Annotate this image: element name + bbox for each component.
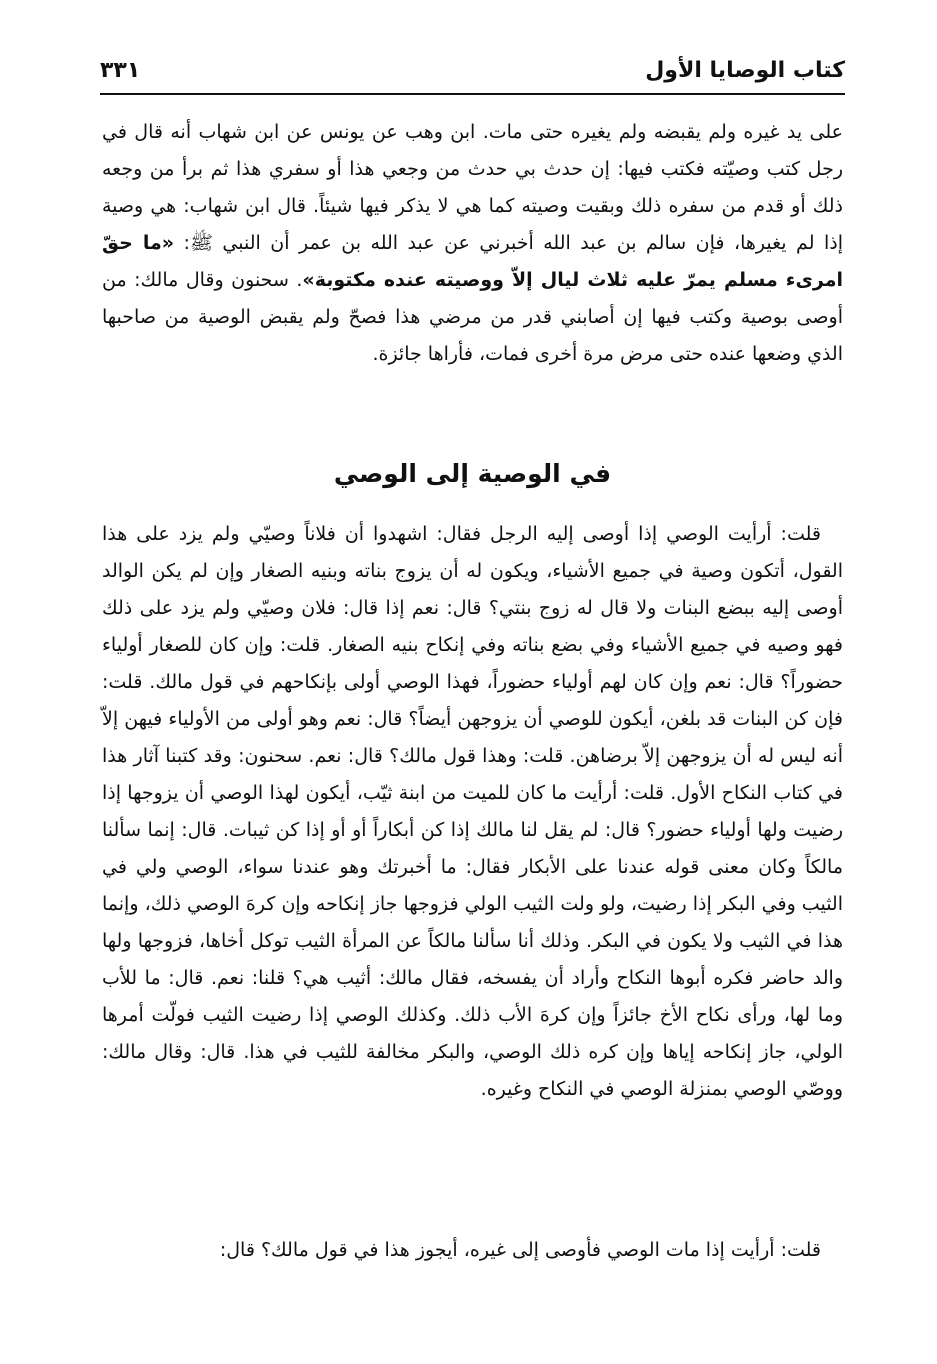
hadith-quote: «ما حقّ امرىء مسلم يمرّ عليه ثلاث ليال إلاّ ووصيته عنده مكتوبة» [102, 232, 844, 291]
header-rule [100, 93, 845, 95]
paragraph-hadith-will [102, 114, 843, 373]
section-heading: في الوصية إلى الوصي [333, 459, 612, 488]
paragraph-1-text [102, 114, 843, 373]
paragraph-3-text: قلت: أرأيت إذا مات الوصي فأوصى إلى غيره، أيجوز هذا في قول مالك؟ قال: [219, 1239, 821, 1261]
running-title: كتاب الوصايا الأول [645, 58, 845, 83]
running-header [100, 52, 845, 92]
page-number: ٣٣١ [100, 58, 141, 83]
paragraph-2-text: قلت: أرأيت الوصي إذا أوصى إليه الرجل فقال: اشهدوا أن فلاناً وصيّي ولم يزد على هذا القول، أتكون وصية في جميع الأشياء، ويكون له أن يزوج بناته وبنيه الصغار وإن لم يكن الوالد أوصى إليه ببضع البنات ولا قال له زوج بنتي؟ قال: نعم إذا قال: فلان وصيّي ولم يزد على ذلك فهو وصيه في جميع الأشياء وفي بضع بناته وفي إنكاح بنيه الصغار. قلت: وإن كان للصغار أولياء حضوراً؟ قال: نعم وإن كان لهم أولياء حضوراً، فهذا الوصي أولى بإنكاحهم في قول مالك. قلت: فإن كن البنات قد بلغن، أيكون للوصي أن يزوجهن أيضاً؟ قال: نعم وهو أولى من الأولياء فيهن إلاّ أنه ليس له أن يزوجهن إلاّ برضاهن. قلت: وهذا قول مالك؟ قال: نعم. سحنون: وقد كتبنا آثار هذا في كتاب النكاح الأول. قلت: أرأيت ما كان للميت من ابنة ثيّب، أيكون لهذا الوصي أن يزوجها إذا رضيت ولها أولياء حضور؟ قال: لم يقل لنا مالك إذا كن أبكاراً أو أو إذا كن ثيبات. قال: إنما سألنا مالكاً وكان معنى قوله عندنا على الأبكار فقال: ما أخبرتك وهو عندنا سواء، الوصي ولي في الثيب وفي البكر إذا رضيت، ولو ولت الثيب الولي فزوجها جاز إنكاحه وإن كرهَ الوصي ذلك، وإنما هذا في الثيب ولا يكون في البكر. وذلك أنا سألنا مالكاً عن المرأة الثيب توكل أخاها، فزوجها ولها والد حاضر فكره أبوها النكاح وأراد أن يفسخه، فقال مالك: أثيب هي؟ قلنا: نعم. قال: ما للأب وما لها، ورأى نكاح الأخ جائزاً وإن كرهَ الأب ذلك. وكذلك الوصي إذا رضيت الثيب فولّت أمرها الولي، جاز إنكاحه إياها وإن كره ذلك الوصي، والبكر مخالفة للثيب في هذا. قال: وقال مالك: ووصّي الوصي بمنزلة الوصي في النكاح وغيره. [102, 523, 843, 1100]
paragraph-guardian-death [102, 1232, 843, 1269]
paragraph-1-part-b: . سحنون وقال مالك: من أوصى بوصية وكتب فيها إن أصابني قدر من مرضي هذا فصحّ ولم يقبض الوصية من صاحبها الذي وضعها عنده حتى مرض مرة أخرى فمات، فأراها جائزة. [102, 269, 843, 365]
paragraph-1-part-a: على يد غيره ولم يقبضه ولم يغيره حتى مات. ابن وهب عن يونس عن ابن شهاب أنه قال في رجل كتب وصيّته فكتب فيها: إن حدث بي حدث من وجعي هذا أو سفري هذا ثم برأ من وجعه ذلك أو قدم من سفره ذلك وبقيت وصيته كما هي لا يذكر فيها شيئاً. قال ابن شهاب: هي وصية إذا لم يغيرها، فإن سالم بن عبد الله أخبرني عن عبد الله بن عمر أن النبي ﷺ: [102, 121, 844, 254]
paragraph-guardian-marriage [102, 516, 843, 1108]
